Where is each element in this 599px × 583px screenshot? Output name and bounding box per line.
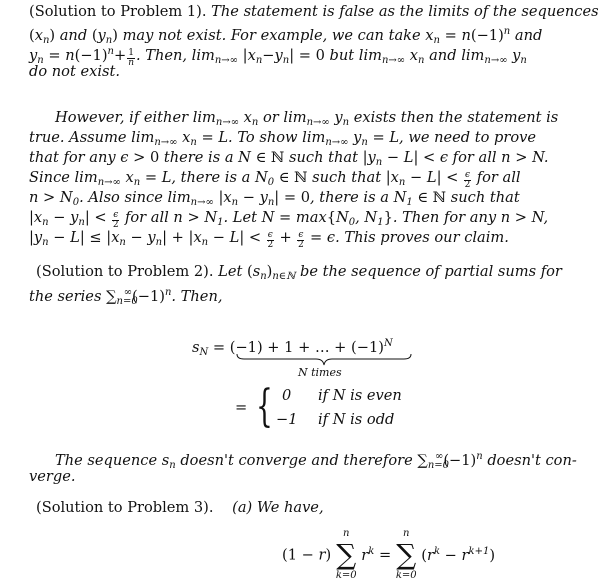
case-2-condition: if N is odd xyxy=(318,411,395,428)
problem3-label: (Solution to Problem 3). xyxy=(36,499,214,516)
problem1-line-1: (Solution to Problem 1). The statement is false as the limits of the sequences xyxy=(29,3,599,20)
problem2-line-1: (Solution to Problem 2). Let $(s_n)_{n\in ℕ}$ be the sequence of partial sums for xyxy=(36,263,562,282)
problem1-p2-line-5: $n > N_0$. Also since $\lim_{n\to\infty} |x_n - y_n| = 0$, there is a $N_1$ ∈ ℕ such that xyxy=(29,189,520,208)
problem3-part: (a) We have, xyxy=(232,499,324,516)
cases-equals: = xyxy=(235,399,248,416)
problem1-p2-line-2: true. Assume $\lim_{n\to\infty} x_n = L$. To show $\lim_{n\to\infty} y_n = L$, we need to prove xyxy=(29,129,537,148)
underbrace xyxy=(236,352,412,366)
problem2-conclusion-1: The sequence $s_n$ doesn't converge and therefore $\sum_{n=0}^\infty(-1)^n$ doesn't con- xyxy=(55,451,577,471)
problem3-equation: (1 − r) n ∑ k=0 $r^k$ = n ∑ k=0 $(r^k - r^{k+1})$ xyxy=(282,528,496,581)
problem1-p2-line-7: $|y_n - L| \le |x_n - y_n| + |x_n - L|$ < $\frac{\epsilon}{2}$ + $\frac{\epsilon}{2}$ = ϵ. This proves our claim. xyxy=(29,229,509,250)
cases-brace: { xyxy=(256,381,273,432)
problem2-conclusion-2: verge. xyxy=(29,468,76,485)
case-1-value: 0 xyxy=(282,387,292,404)
problem1-p2-line-6: $|x_n - y_n|$ < $\frac{\epsilon}{2}$ for all $n > N_1$. Let $N = \max\{N_0$, $N_1$}. Then for any n > N, xyxy=(29,209,549,230)
problem1-line-2: $(x_n)$ and $(y_n)$ may not exist. For example, we can take $x_n = n(-1)^n$ and xyxy=(29,26,543,46)
problem1-label: (Solution to Problem 1). xyxy=(29,3,207,20)
partial-sum-equation: $s_N = (-1) + 1$ + … + $(-1)^N$ xyxy=(192,338,393,358)
problem2-label: (Solution to Problem 2). xyxy=(36,263,214,280)
problem1-p2-line-4: Since $\lim_{n\to\infty} x_n = L$, there is a $N_0$ ∈ ℕ such that $|x_n - L|$ < $\frac{\epsilon}{2}$ for all xyxy=(29,169,521,190)
case-2-value: −1 xyxy=(276,411,298,428)
underbrace-label: N times xyxy=(298,366,342,379)
problem1-p2-line-3: that for any ϵ > 0 there is a N ∈ ℕ such that $|y_n - L| < \epsilon$ for all n > N. xyxy=(29,149,549,168)
problem2-line-2: the series $\sum_{n=0}^\infty(-1)^n$. Then, xyxy=(29,287,223,307)
problem1-line-3: $y_n = n(-1)^n+$ $\frac{1}{n}$ . Then, $\lim_{n\to\infty} |x_n-y_n| = 0$ but $\lim_{n\to\infty} x_n$ and $\lim_{n\to\infty} y_n$ xyxy=(29,46,527,68)
problem1-p2-line-1: However, if either $\lim_{n\to\infty} x_n$ or $\lim_{n\to\infty} y_n$ exists then the statement is xyxy=(55,109,559,128)
case-1-condition: if N is even xyxy=(318,387,402,404)
problem3-line-1 xyxy=(36,498,324,518)
problem1-line-4: do not exist. xyxy=(29,63,120,80)
